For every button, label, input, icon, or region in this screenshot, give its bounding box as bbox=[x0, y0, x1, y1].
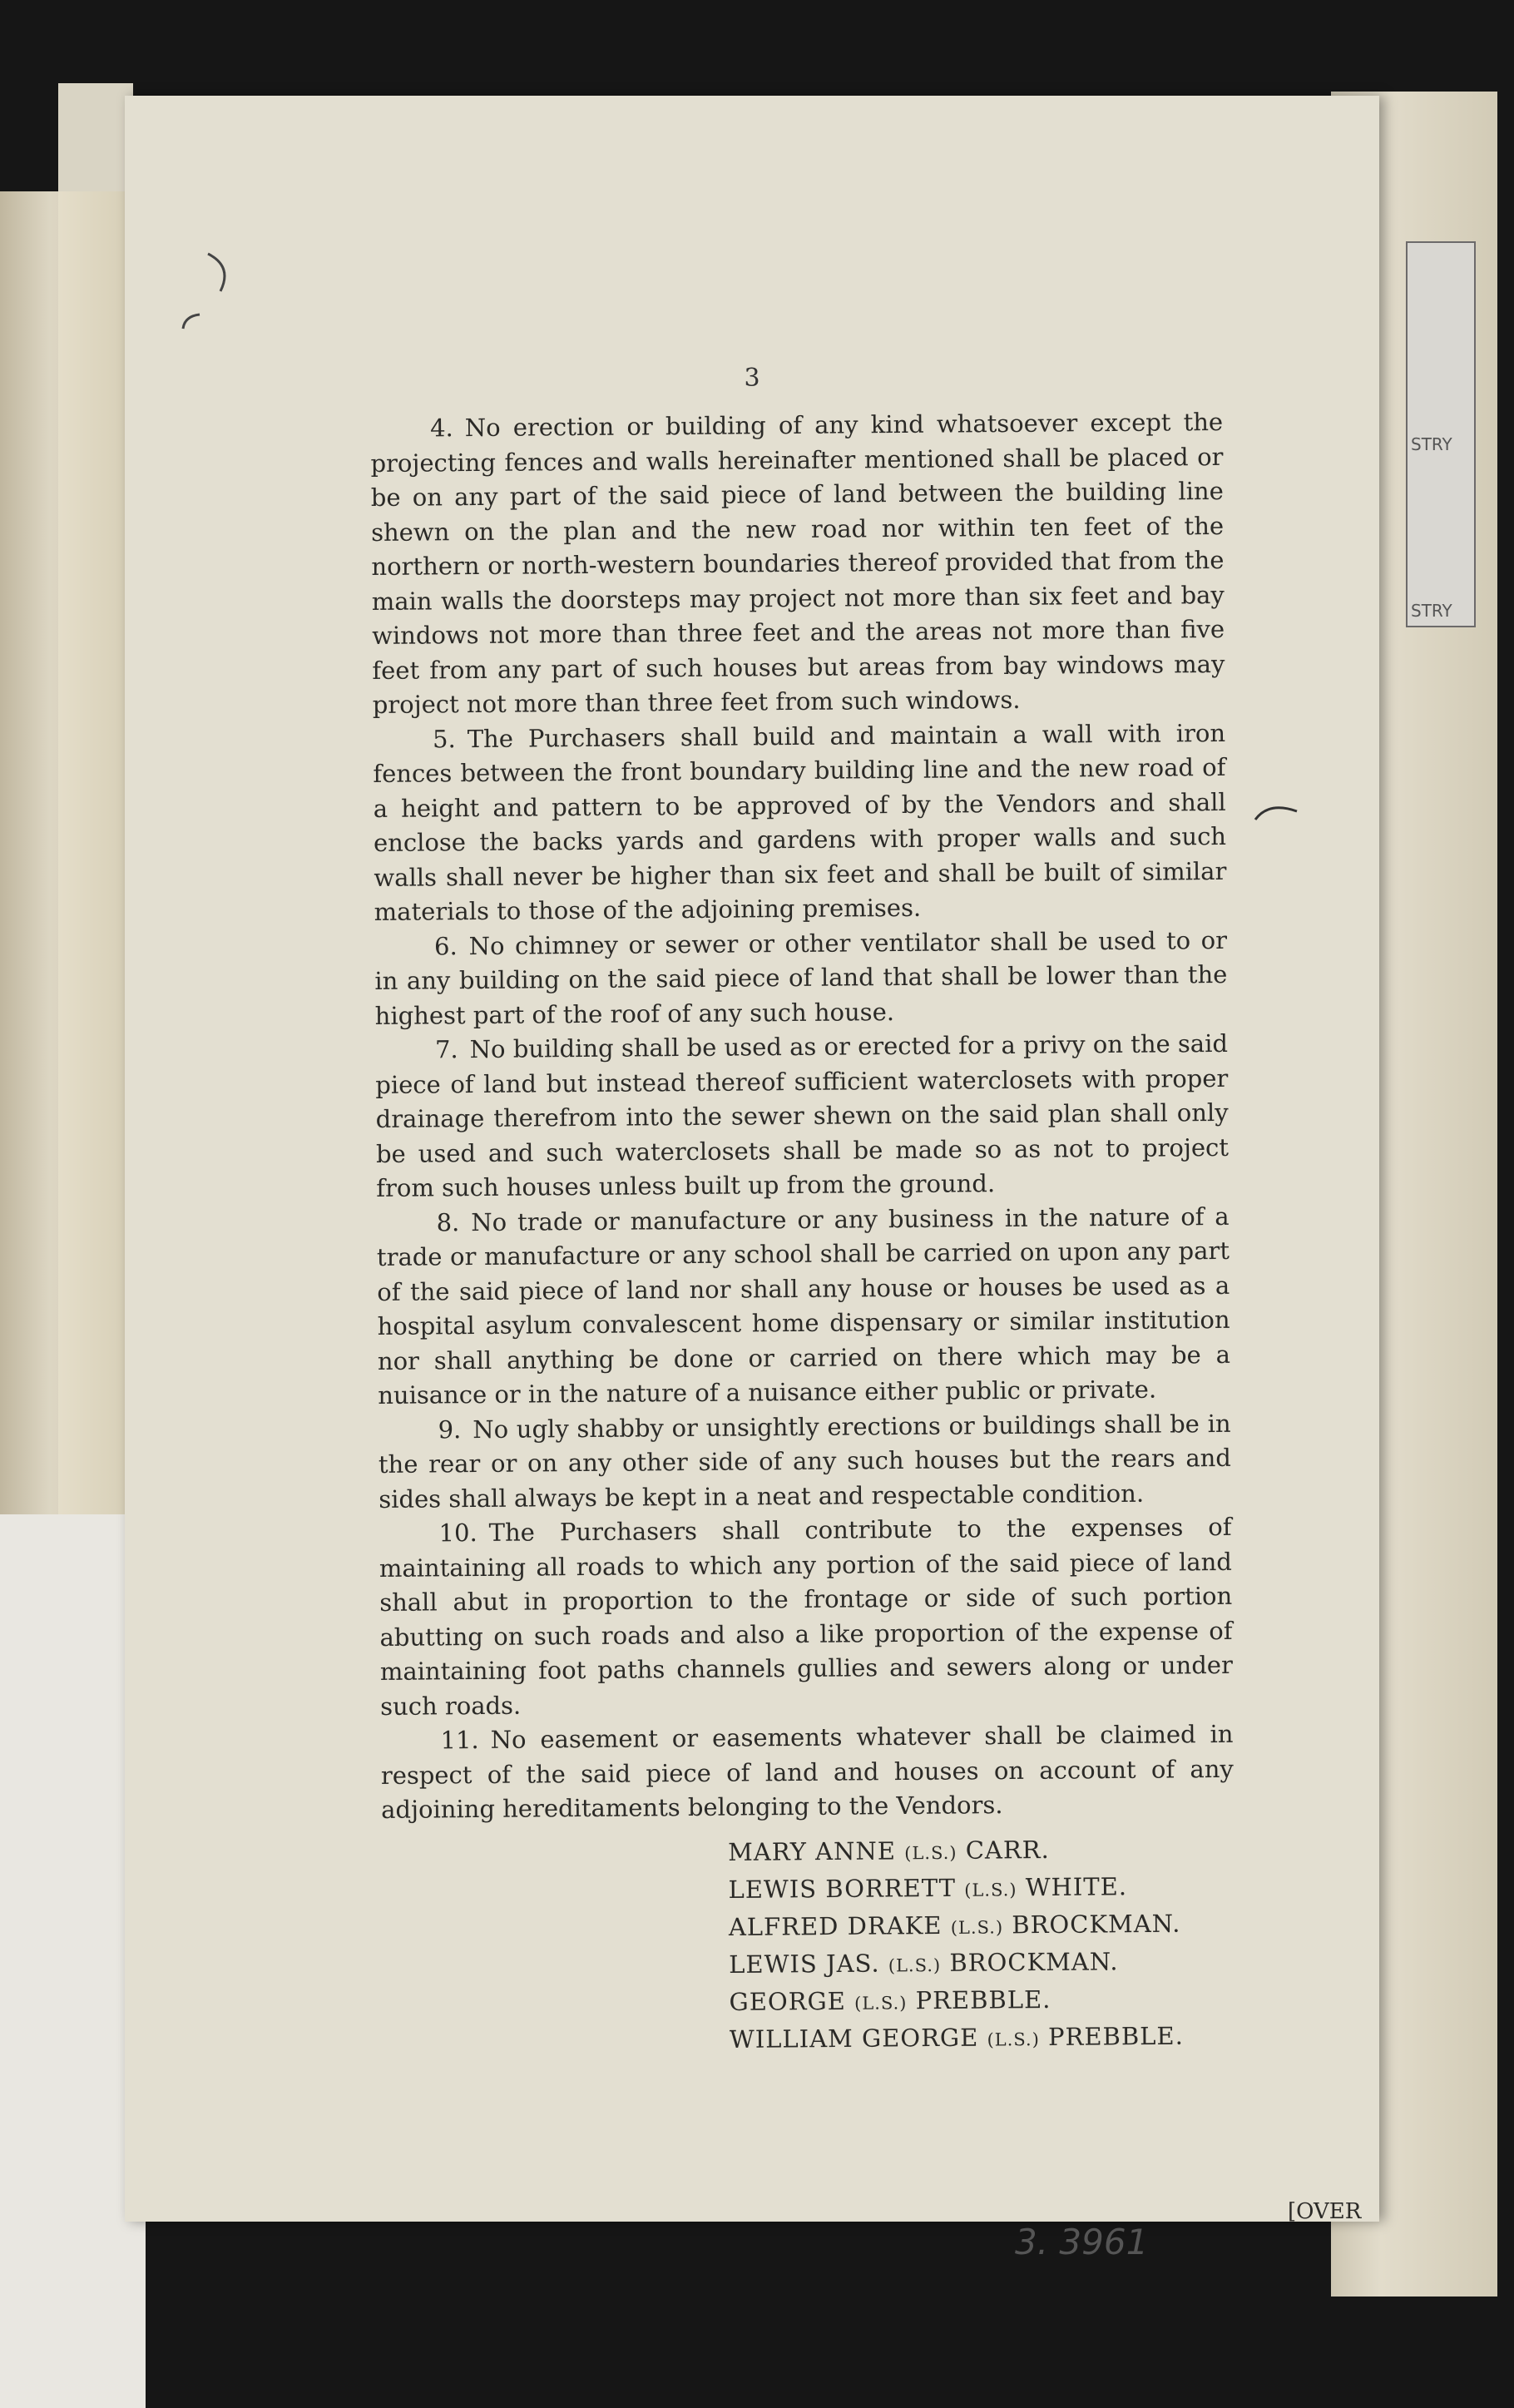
clause-text: No ugly shabby or unsightly erections or buildings shall be in the rear or on any other side of any such houses but the rears and sides shall always be kept in a neat and respectable condition. bbox=[378, 1409, 1232, 1514]
clause-text: The Purchasers shall build and maintain a wall with iron fences between the front boundary building line and the new road of a height and pattern to be approved of by the Vendors and shall enclose the backs yards and gardens with proper walls and such walls shall never be higher than six feet and shall be built of similar materials to those of the adjoining premises. bbox=[373, 718, 1227, 926]
clause bbox=[378, 1406, 1231, 1517]
clause bbox=[375, 1027, 1230, 1206]
clause-number: 6. bbox=[433, 931, 458, 960]
stamp-text: STRY bbox=[1411, 601, 1452, 621]
clause-number: 8. bbox=[436, 1207, 460, 1236]
clause-text: No easement or easements whatever shall be claimed in respect of the said piece of land and houses on account of any adjoining hereditaments belonging to the Vendors. bbox=[380, 1719, 1234, 1824]
margin-tick-icon bbox=[1252, 795, 1302, 828]
signatory-surname: PREBBLE. bbox=[1047, 2021, 1184, 2051]
page-number: 3 bbox=[744, 364, 760, 393]
signatory-first-name: LEWIS BORRETT bbox=[728, 1873, 957, 1904]
catchword: [OVER bbox=[1288, 2199, 1362, 2224]
clause bbox=[373, 716, 1227, 929]
clause bbox=[374, 923, 1228, 1033]
clause-text: No chimney or sewer or other ventilator shall be used to or in any building on the said piece of land that shall be lower than the highest part of the roof of any such house. bbox=[374, 925, 1228, 1030]
signatory bbox=[729, 1905, 1328, 1947]
seal-mark: (L.S.) bbox=[888, 1955, 942, 1976]
clause-number: 5. bbox=[432, 724, 456, 753]
clause-number: 4. bbox=[430, 414, 453, 443]
signatory-surname: CARR. bbox=[965, 1835, 1050, 1865]
seal-mark: (L.S.) bbox=[950, 1917, 1004, 1938]
signatory bbox=[729, 1942, 1328, 1984]
clause bbox=[370, 405, 1225, 723]
clause-number: 11. bbox=[440, 1726, 479, 1755]
clause-text: No building shall be used as or erected for a privy on the said piece of land but instead thereof sufficient waterclosets with proper drainage therefrom into the sewer shewn on the said plan shall only be used and such waterclosets shall be made so as not to project from such houses unless built up from the ground. bbox=[375, 1028, 1230, 1202]
signatory-surname: BROCKMAN. bbox=[1012, 1909, 1181, 1940]
clause-number: 7. bbox=[434, 1035, 458, 1064]
document-page bbox=[125, 96, 1379, 2262]
signatory-first-name: GEORGE bbox=[729, 1986, 846, 2016]
seal-mark: (L.S.) bbox=[964, 1880, 1017, 1900]
seal-mark: (L.S.) bbox=[904, 1842, 957, 1864]
clause bbox=[376, 1199, 1230, 1413]
signatory-surname: WHITE. bbox=[1025, 1872, 1128, 1902]
signatory bbox=[730, 2017, 1328, 2059]
signatory bbox=[728, 1830, 1327, 1872]
seal-mark: (L.S.) bbox=[854, 1993, 908, 2014]
signatory-first-name: MARY ANNE bbox=[728, 1836, 897, 1866]
stamp-text: STRY bbox=[1411, 434, 1452, 454]
signature-block bbox=[728, 1830, 1328, 2059]
seal-mark: (L.S.) bbox=[987, 2029, 1040, 2050]
clause-text: No trade or manufacture or any business in the nature of a trade or manufacture or any school shall be carried on upon any part of the said piece of land nor shall any house or houses be used as a hospital asylum convalescent home dispensary or similar institution nor shall anything be done or carried on there which may be a nuisance or in the nature of a nuisance either public or private. bbox=[376, 1202, 1231, 1410]
corner-scribble-icon bbox=[175, 250, 241, 333]
signatory-first-name: LEWIS JAS. bbox=[729, 1949, 880, 1979]
clause-list bbox=[370, 405, 1234, 1827]
clause-number: 9. bbox=[438, 1415, 462, 1444]
signatory bbox=[728, 1867, 1327, 1910]
signatory-first-name: WILLIAM GEORGE bbox=[729, 2023, 979, 2054]
signatory-surname: BROCKMAN. bbox=[949, 1947, 1119, 1977]
signatory bbox=[729, 1979, 1328, 2022]
clause-text: The Purchasers shall contribute to the expenses of maintaining all roads to which any portion of the said piece of land shall abut in proportion to the frontage or side of such portion abutting on such roads and also a like proportion of the expense of maintaining foot paths channels gullies and sewers along or under such roads. bbox=[378, 1512, 1233, 1721]
translucent-tissue-sheet bbox=[0, 191, 125, 1523]
signatory-surname: PREBBLE. bbox=[915, 1984, 1051, 2015]
clause bbox=[380, 1717, 1234, 1828]
registry-stamp bbox=[1406, 241, 1476, 627]
left-blank-sheet bbox=[0, 1514, 146, 2408]
clause-number: 10. bbox=[438, 1519, 477, 1548]
signatory-first-name: ALFRED DRAKE bbox=[728, 1910, 943, 1941]
clause-text: No erection or building of any kind whatsoever except the projecting fences and walls hereinafter mentioned shall be placed or be on any part of the said piece of land between the building line shewn on the plan and the new road nor within ten feet of the northern or north-western boundaries thereof provided that from the main walls the doorsteps may project not more than six feet and bay windows not more than three feet and the areas not more than five feet from any part of such houses but areas from bay windows may project not more than three feet from such windows. bbox=[370, 407, 1225, 719]
pencil-reference-note: 3. 3961 bbox=[1015, 2222, 1149, 2262]
clause bbox=[378, 1510, 1233, 1724]
